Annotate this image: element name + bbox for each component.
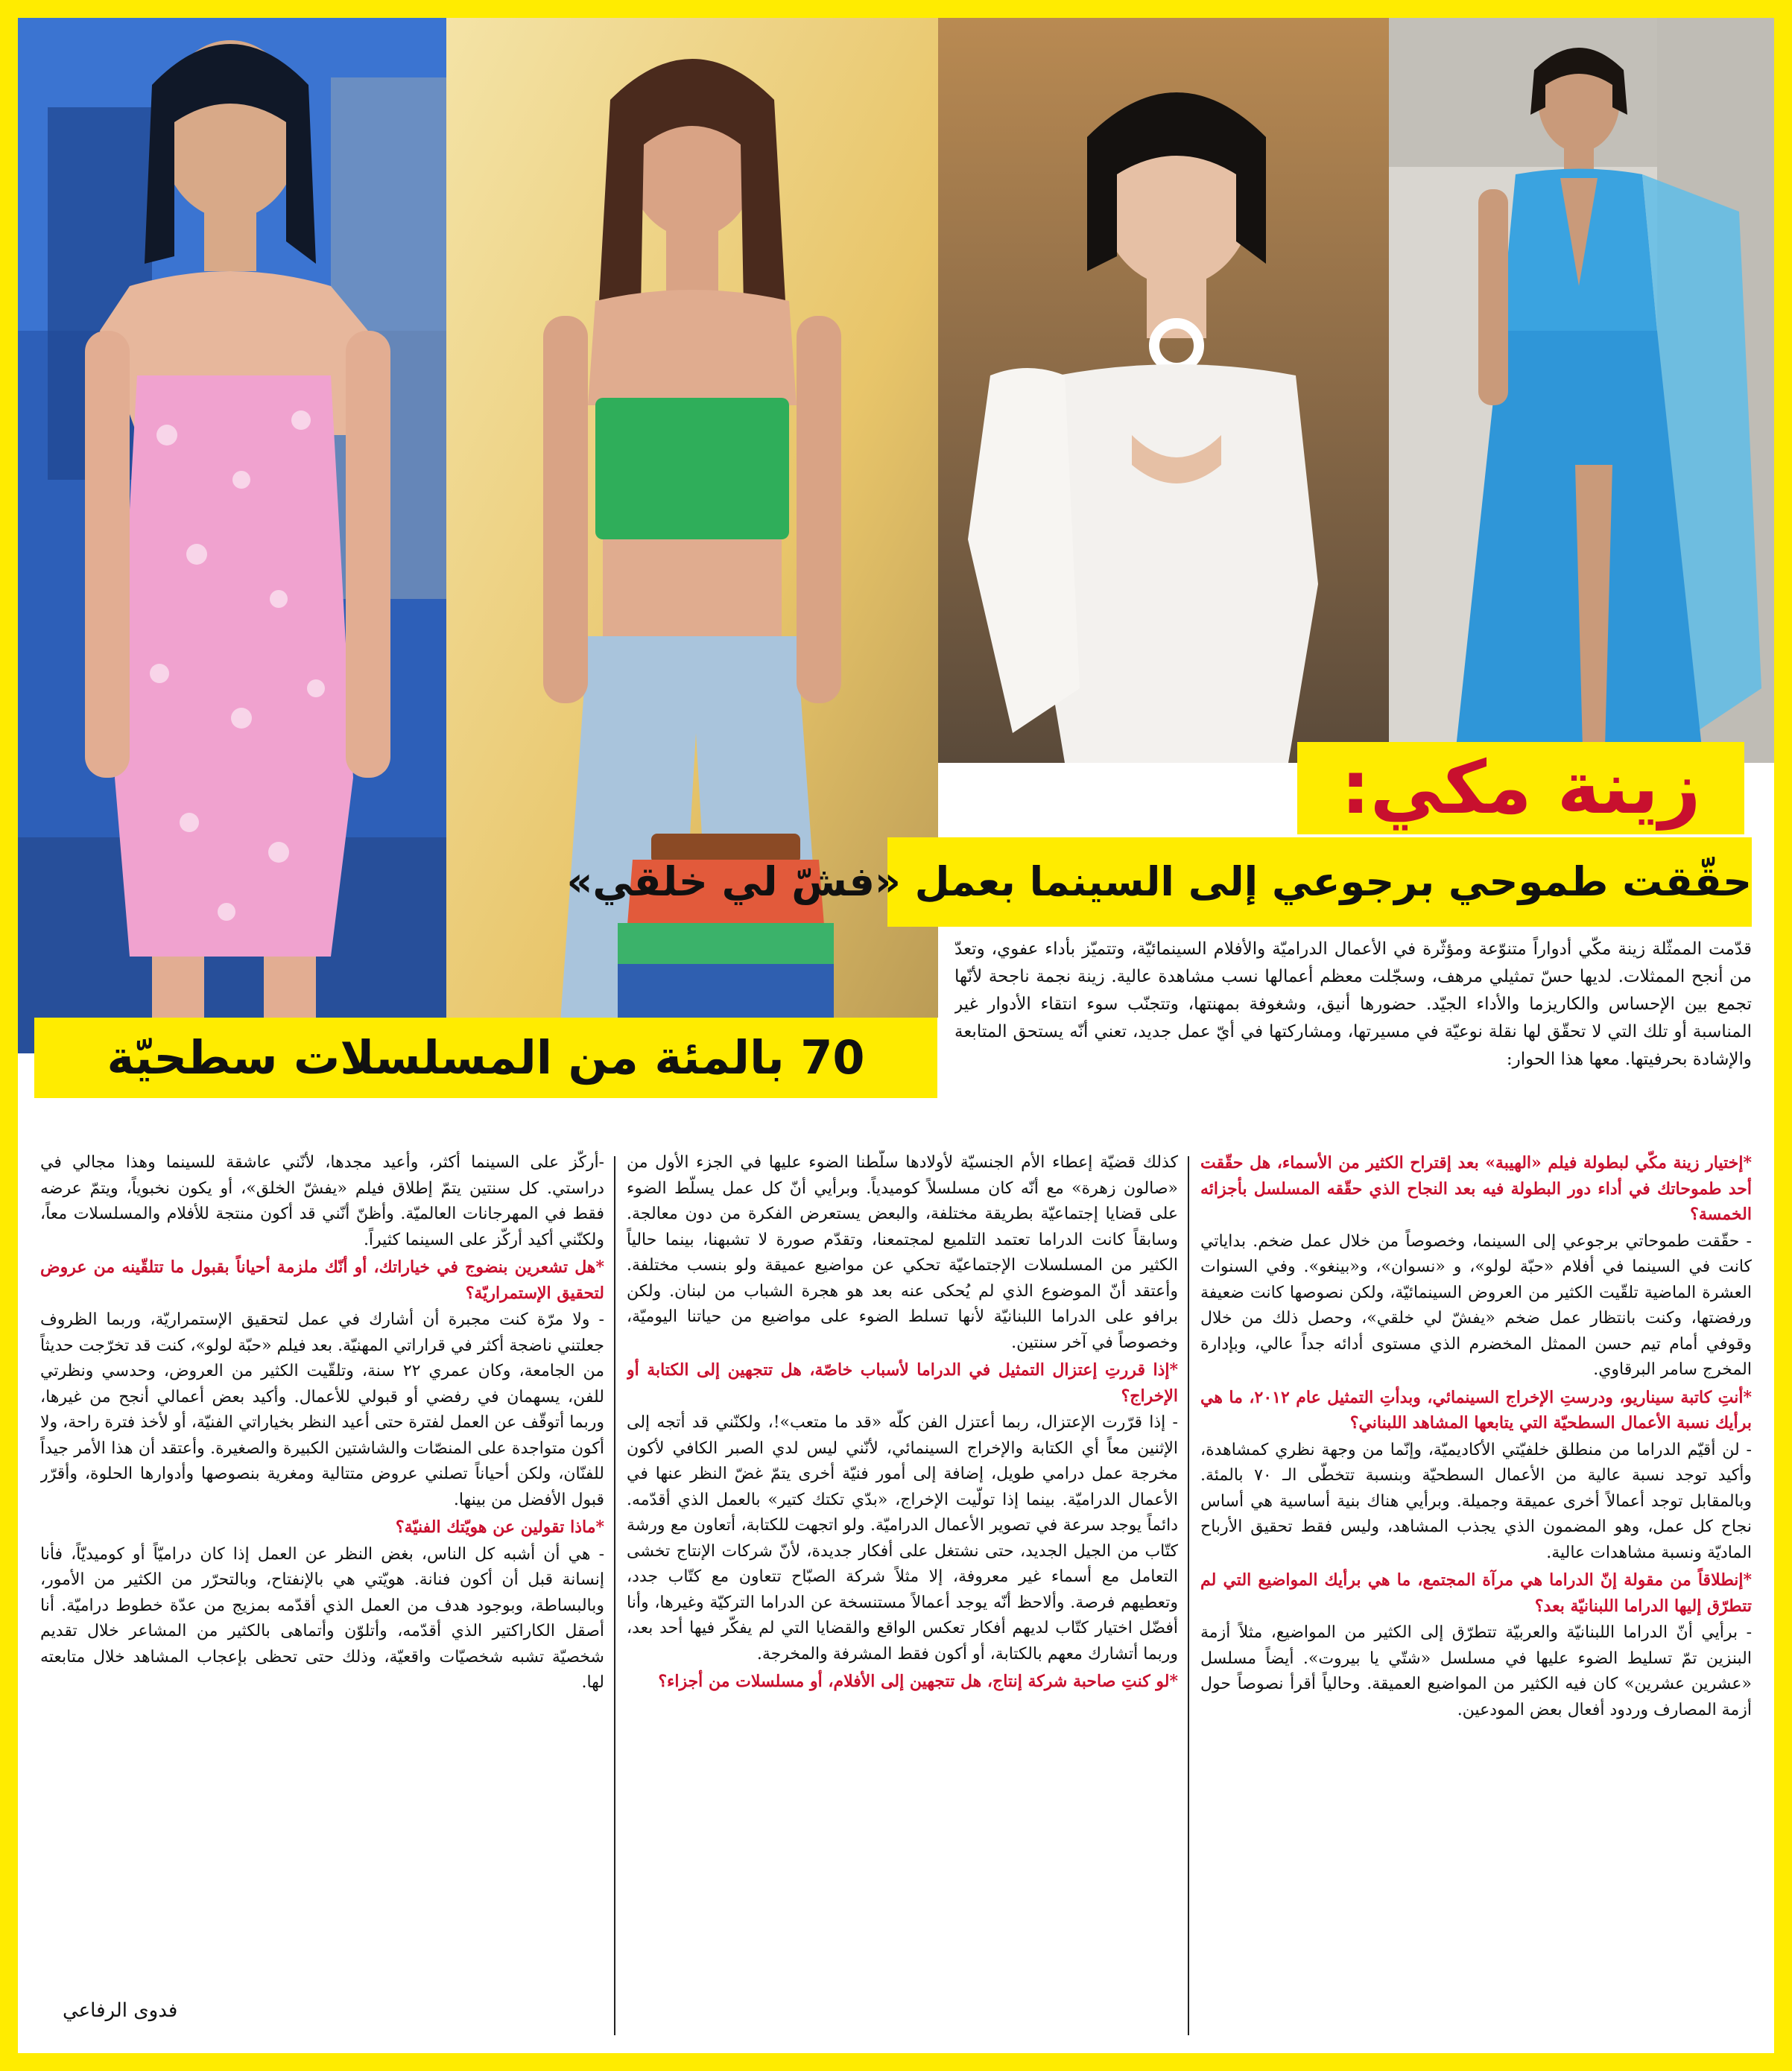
headline-name: زينة مكي: bbox=[1297, 742, 1744, 834]
headline-subtitle: حقّقت طموحي برجوعي إلى السينما بعمل «فشّ لي خلقي» bbox=[887, 837, 1752, 927]
interview-answer: - حقّقت طموحاتي برجوعي إلى السينما، وخصوصاً من خلال عمل ضخم. بداياتي كانت في السينما في أفلام «حبّة لولو»، و «نسوان»، و«بينغو». وفي السنوات العشرة الماضية تلقّيت الكثير من العروض السينمائيّة، ولكن نصوصها كانت ضعيفة ورفضتها، وكنت بانتظار عمل ضخم «يفشّ لي خلقي»، وحصل ذلك من خلال وقوفي أمام تيم حسن الممثل المخضرم الذي مستوى أدائه جداً عالي، وبإدارة المخرج سامر البرقاوي. bbox=[1200, 1231, 1752, 1379]
author-byline: فدوى الرفاعي bbox=[63, 1999, 178, 2022]
interview-question: *إختيار زينة مكّي لبطولة فيلم «الهيبة» بعد إقتراح الكثير من الأسماء، هل حقّقت أحد طموحاتك في أداء دور البطولة فيه بعد النجاح الذي حقّقه المسلسل بأجزائه الخمسة؟ bbox=[1200, 1153, 1752, 1224]
interview-question: *ماذا تقولين عن هويّتك الفنيّة؟ bbox=[395, 1517, 604, 1537]
column-divider bbox=[614, 1156, 615, 2035]
column-divider bbox=[1188, 1156, 1189, 2035]
interview-question: *إذا قررتِ إعتزال التمثيل في الدراما لأسباب خاصّة، هل تتجهين إلى الكتابة أو الإخراج؟ bbox=[627, 1360, 1178, 1406]
photo-white-dress bbox=[938, 18, 1389, 763]
column-right bbox=[1200, 1150, 1752, 1985]
interview-answer: -أركّز على السينما أكثر، وأعيد مجدها، لأنّني عاشقة للسينما وهذا مجالي في دراستي. كل سنتين يتمّ إطلاق فيلم «يفشّ الخلق»، أو يكون نخبوياً، ويتمّ عرضه فقط في المهرجانات العالميّة. وأظنّ أنّني قد أكون منتجة للأفلام والمسلسلات معاً، ولكنّني أكيد أركّز على السينما كثيراً. bbox=[40, 1153, 604, 1249]
interview-question: *أنتِ كاتبة سيناريو، ودرستِ الإخراج السينمائي، وبدأتِ التمثيل عام ٢٠١٢، ما هي برأيك نسبة الأعمال السطحيّة التي يتابعها المشاهد اللبناني؟ bbox=[1200, 1387, 1752, 1433]
page-content bbox=[18, 18, 1774, 2053]
interview-answer: - إذا قرّرت الإعتزال، ربما أعتزل الفن كلّه «قد ما متعب»!، ولكنّني قد أتجه إلى الإثنين معاً أي الكتابة والإخراج السينمائي، لأنّني ليس لدي الصبر الكافي لأكون مخرجة عمل درامي طويل، إضافة إلى أمور فنيّة أخرى يتمّ غضّ النظر عنها في الأعمال الدراميّة. بينما إذا تولّيت الإخراج، «بدّي تكتك كتير» بالعمل الذي أقدّمه. دائماً يوجد سرعة في تصوير الأعمال الدراميّة. ولو اتجهت للكتابة، أتعاون مع ورشة كتّاب من الجيل الجديد، حتى نشتغل على أفكار جديدة، لأنّ شركات الإنتاج تخشى التعامل مع أسماء غير معروفة، إلا مثلاً شركة الصبّاح تتعاون مع كتّاب جدد، وتعطيهم فرصة. وألاحظ أنّه يوجد أعمالاً مستنسخة عن الدراما التركيّة وغيرها، وأنا أفضّل اختيار كتّاب لديهم أفكار تعكس الواقع والقضايا التي لم يفكّر فيها أحد بعد، وربما أتشارك معهم بالكتابة، أو أكون فقط المشرفة والمخرجة. bbox=[627, 1413, 1178, 1664]
interview-question: *لو كنتِ صاحبة شركة إنتاج، هل تتجهين إلى الأفلام، أو مسلسلات من أجزاء؟ bbox=[658, 1672, 1178, 1691]
quote-banner: 70 بالمئة من المسلسلات سطحيّة bbox=[34, 1018, 951, 1098]
photo-blue-gown bbox=[1389, 18, 1774, 763]
photo-pink-dress bbox=[18, 18, 446, 1053]
interview-answer: - برأيي أنّ الدراما اللبنانيّة والعربيّة تتطرّق إلى الكثير من المواضيع، مثلاً أزمة البنزين تمّ تسليط الضوء عليها في مسلسل «شتّي يا بيروت». أيضاً مسلسل «عشرين عشرين» كان فيه الكثير من المواضيع العميقة. وحالياً أقرأ نصوصاً حول أزمة المصارف وردود أفعال بعض المودعين. bbox=[1200, 1623, 1752, 1719]
column-middle bbox=[627, 1150, 1178, 1985]
interview-answer: - ولا مرّة كنت مجبرة أن أشارك في عمل لتحقيق الإستمراريّة، وربما الظروف جعلتني ناضجة أكثر في قراراتي المهنيّة. بعد فيلم «حبّة لولو»، كنت قد تخرّجت حديثاً من الجامعة، وكان عمري ٢٢ سنة، وتلقّيت الكثير من العروض، وحدسي ونظرتي للفن، يسهمان في رفضي أو قبولي للأعمال. وأكيد بعض أعمالي أنجح من غيرها، وربما أتوقّف عن العمل لفترة حتى أعيد النظر بخياراتي الفنيّة، أو لأخذ فترة راحة، ولا أكون متواجدة على المنصّات والشاشتين الكبيرة والصغيرة. وأعتقد أن هذا الأمر جيداً للفنّان، ولكن أحياناً تصلني عروض متتالية ومغرية بنصوصها وأدوارها الحلوة، وأقرّر قبول الأفضل من بينها. bbox=[40, 1310, 604, 1509]
column-left bbox=[40, 1150, 604, 1985]
interview-question: *هل تشعرين بنضوج في خياراتك، أو أنّك ملزمة أحياناً بقبول ما تتلقّينه من عروض لتحقيق الإستمراريّة؟ bbox=[40, 1257, 604, 1303]
interview-answer: كذلك قضيّة إعطاء الأم الجنسيّة لأولادها سلّطنا الضوء عليها في الجزء الأول من «صالون زهرة» مع أنّه كان مسلسلاً كوميدياً. وبرأيي أنّ كل عمل يسلّط الضوء على قضايا إجتماعيّة بطريقة مختلفة، والبعض يستعرض الفكرة من دون معالجة. وسابقاً كانت الدراما تعتمد التلميع لمجتمعنا، وتقدّم صورة لا تشبهنا، بينما حالياً الكثير من المسلسلات الإجتماعيّة تحكي عن مواضيع عميقة ولو بنسب مختلفة. وأعتقد أنّ الموضوع الذي لم يُحكى عنه بعد هو هجرة الشباب من لبنان. ولكن برافو على الدراما اللبنانيّة لأنها تسلط الضوء على مواضيع من حياتنا اليوميّة، وخصوصاً في آخر سنتين. bbox=[627, 1153, 1178, 1352]
intro-paragraph: قدّمت الممثّلة زينة مكّي أدواراً متنوّعة ومؤثّرة في الأعمال الدراميّة والأفلام السينمائيّة، وتتميّز بأداء عفوي، وتعدّ من أنجح الممثلات. لديها حسّ تمثيلي مرهف، وسجّلت معظم أعمالها نسب مشاهدة عالية. زينة نجمة ناجحة لأنّها تجمع بين الإحساس والكاريزما والأداء الجيّد. حضورها أنيق، وشغوفة بمهنتها، وتتجنّب سوء انتقاء الأدوار غير المناسبة أو تلك التي لا تحقّق لها نقلة نوعيّة في مسيرتها، ومشاركتها في أيّ عمل جديد، تعني أنّه يستحق المتابعة والإشادة بحرفيتها. معها هذا الحوار: bbox=[954, 939, 1752, 1069]
interview-answer: - هي أن أشبه كل الناس، بغض النظر عن العمل إذا كان دراميّاً أو كوميديّاً، فأنا إنسانة قبل أن أكون فنانة. هويّتي هي بالإنفتاح، وبالتحرّر من الكثير من الأمور، وبالبساطة، وبوجود هدف من العمل الذي أقدّمه بمزيج من عدّة خطوط دراميّة. أنا أصقل الكاراكتير الذي أقدّمه، وأتلوّن وأتماهى بالكثير من المشاعر خلال تقديم شخصيّة تشبه شخصيّات واقعيّة، وذلك حتى تحظى بإعجاب المشاهد خلال متابعته لها. bbox=[40, 1544, 604, 1692]
interview-answer: - لن أقيّم الدراما من منطلق خلفيّتي الأكاديميّة، وإنّما من وجهة نظري كمشاهدة، وأكيد توجد نسبة عالية من الأعمال السطحيّة وبنسبة تتخطّى الـ ٧٠ بالمئة. وبالمقابل توجد أعمالاً أخرى عميقة وجميلة. وبرأيي هناك بنية أساسية هي أساس نجاح كل عمل، وهو المضمون الذي يجذب المشاهد، وليس فقط تحقيق الأرباح الماديّة ونسبة مشاهدات عالية. bbox=[1200, 1440, 1752, 1562]
interview-question: *إنطلاقاً من مقولة إنّ الدراما هي مرآة المجتمع، ما هي برأيك المواضيع التي لم تتطرّق إليها الدراما اللبنانيّة بعد؟ bbox=[1200, 1570, 1752, 1616]
